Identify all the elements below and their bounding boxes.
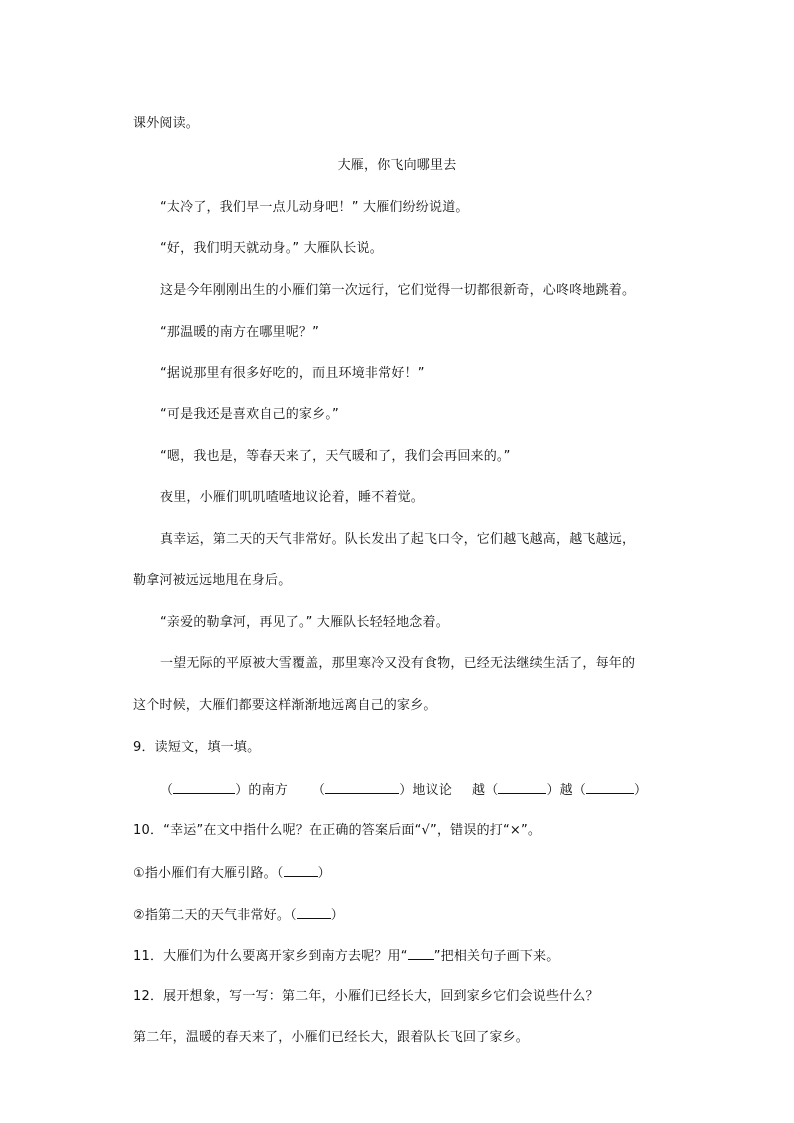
question-9-title: 9．读短文，填一填。 [133, 740, 261, 755]
question-10-option-2 [133, 906, 344, 924]
fill-text: 地议论 [412, 783, 453, 798]
story-paragraph: 夜里，小雁们叽叽喳喳地议论着，睡不着觉。 [160, 490, 425, 505]
question-12-title: 12．展开想象，写一写：第二年，小雁们已经长大，回到家乡它们会说些什么？ [133, 989, 599, 1004]
story-paragraph: “据说那里有很多好吃的，而且环境非常好！” [160, 366, 425, 381]
story-paragraph: “那温暖的南方在哪里呢？” [160, 325, 320, 340]
story-paragraph-continued: 这个时候，大雁们都要这样渐渐地远离自己的家乡。 [133, 698, 437, 713]
story-title: 大雁，你飞向哪里去 [337, 158, 457, 173]
answer-blank-1[interactable] [173, 781, 235, 794]
question-11 [133, 947, 559, 965]
story-paragraph: 一望无际的平原被大雪覆盖，那里寒冷又没有食物，已经无法继续生活了，每年的 [160, 656, 636, 671]
story-paragraph: “亲爱的勒拿河，再见了。” 大雁队长轻轻地念着。 [160, 615, 449, 630]
story-paragraph: “太冷了，我们早一点儿动身吧！” 大雁们纷纷说道。 [160, 200, 469, 215]
answer-blank-option-2[interactable] [297, 906, 331, 919]
question-11-text: 11．大雁们为什么要离开家乡到南方去呢？用“ [133, 949, 408, 964]
close-paren: ） [399, 783, 413, 798]
fill-text: 的南方 [248, 783, 289, 798]
close-paren: ） [546, 783, 560, 798]
close-paren: ） [317, 866, 331, 881]
story-paragraph: 真幸运，第二天的天气非常好。队长发出了起飞口令，它们越飞越高，越飞越远， [160, 532, 636, 547]
close-paren: ） [634, 783, 648, 798]
close-paren: ） [235, 783, 249, 798]
option-text: ②指第二天的天气非常好。 [133, 908, 291, 923]
open-paren: （ [485, 783, 499, 798]
open-paren: （ [276, 866, 284, 881]
answer-blank-4[interactable] [586, 781, 634, 794]
open-paren: （ [290, 908, 297, 923]
story-paragraph-continued: 勒拿河被远远地甩在身后。 [133, 573, 292, 588]
question-12-answer-start: 第二年，温暖的春天来了，小雁们已经长大，跟着队长飞回了家乡。 [133, 1030, 530, 1045]
story-paragraph: “可是我还是喜欢自己的家乡。” [160, 407, 339, 422]
story-paragraph: 这是今年刚刚出生的小雁们第一次远行，它们觉得一切都很新奇，心咚咚地跳着。 [160, 283, 636, 298]
question-11-text: ”把相关句子画下来。 [433, 949, 560, 964]
answer-blank-3[interactable] [498, 781, 546, 794]
open-paren: （ [160, 783, 174, 798]
open-paren: （ [572, 783, 587, 798]
question-10-option-1 [133, 864, 331, 882]
option-text: ①指小雁们有大雁引路。 [133, 866, 277, 881]
fill-text: 越 [559, 783, 573, 798]
open-paren: （ [312, 783, 326, 798]
section-title: 课外阅读。 [133, 116, 200, 131]
story-paragraph: “嗯，我也是，等春天来了，天气暖和了，我们会再回来的。” [160, 449, 511, 464]
story-paragraph: “好，我们明天就动身。” 大雁队长说。 [160, 241, 383, 256]
fill-text: 越 [472, 783, 486, 798]
question-10-title: 10．“幸运”在文中指什么呢？在正确的答案后面“√”，错误的打“×”。 [133, 823, 542, 838]
question-9-fill-row [160, 781, 647, 799]
answer-blank-option-1[interactable] [284, 864, 318, 877]
close-paren: ） [330, 908, 344, 923]
underline-sample [408, 947, 434, 960]
answer-blank-2[interactable] [325, 781, 399, 794]
